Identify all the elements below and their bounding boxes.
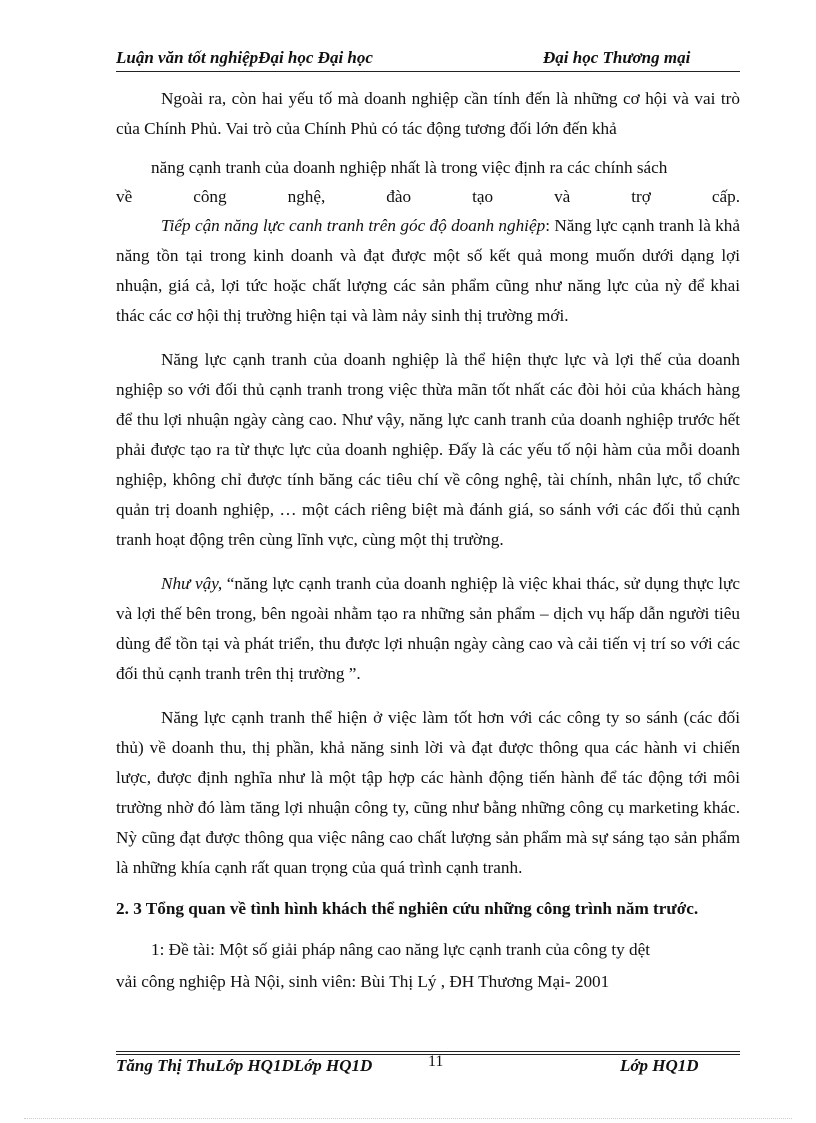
footer-author-class: Tăng Thị ThuLớp HQ1DLớp HQ1D — [116, 1056, 373, 1075]
footer-class: Lớp HQ1D — [620, 1056, 699, 1075]
paragraph-definition — [116, 569, 740, 689]
definition-italic-lead: Như vậy, — [161, 574, 223, 593]
page-number: 11 — [428, 1053, 444, 1070]
definition-text: “năng lực cạnh tranh của doanh nghiệp là việc khai thác, sử dụng thực lực và lợi thế bên trong, bên ngoài nhằm tạo ra những sản phẩm – dịch vụ hấp dẫn người tiêu dùng để tồn tại và phát triển, thu được lợi nhuận ngày càng cao và cải tiến vị trí so với các đối thủ cạnh tranh trên thị trường ”. — [116, 574, 740, 683]
footer-rule-thin — [116, 1051, 740, 1052]
approach-italic-lead: Tiếp cận năng lực canh tranh trên góc độ doanh nghiệp — [161, 216, 546, 235]
page-header — [116, 48, 740, 70]
header-right-text: Đại học Thương mại — [543, 48, 691, 67]
page-bottom-dotted-border — [24, 1118, 792, 1119]
document-body — [116, 84, 740, 998]
page-footer — [116, 1053, 740, 1078]
paragraph-enterprise-approach — [116, 211, 740, 331]
approach-text: : Năng lực cạnh tranh là khả năng tồn tại trong kinh doanh và đạt được một số kết quả mong muốn dưới dạng lợi nhuận, giá cả, lợi tức hoặc chất lượng các sản phẩm cũng như năng lực của nỳ để khai thác các cơ hội thị trường hiện tại và làm nảy sinh thị trường mới. — [116, 216, 740, 325]
item-1-line-1: 1: Đề tài: Một số giải pháp nâng cao năng lực cạnh tranh của công ty dệt — [151, 940, 651, 959]
paragraph-opportunities: Ngoài ra, còn hai yếu tố mà doanh nghiệp cần tính đến là những cơ hội và vai trò của Chính Phủ. Vai trò của Chính Phủ có tác động tương đối lớn đến khả — [116, 89, 740, 138]
header-rule — [116, 71, 740, 72]
section-heading: 2. 3 Tổng quan về tình hình khách thể nghiên cứu những công trình năm trước. — [116, 899, 699, 918]
paragraph-strategy: Năng lực cạnh tranh thể hiện ở việc làm tốt hơn với các công ty so sánh (các đối thủ) về doanh thu, thị phần, khả năng sinh lời và đạt được thông qua các hành vi chiến lược, được định nghĩa như là một tập hợp các hành động tiến hành để tác động tới môi trường nhờ đó làm tăng lợi nhuận công ty, cũng như bằng những công cụ marketing khác. Nỳ cũng đạt được thông qua việc nâng cao chất lượng sản phẩm mà sự sáng tạo sản phẩm là những khía cạnh rất quan trọng của quá trình cạnh tranh. — [116, 708, 740, 877]
paragraph-competitiveness: Năng lực cạnh tranh của doanh nghiệp là thể hiện thực lực và lợi thế của doanh nghiệp so với đối thủ cạnh tranh trong việc thừa mãn tốt nhất các đòi hỏi của khách hàng để thu lợi nhuận ngày càng cao. Như vậy, năng lực canh tranh của doanh nghiệp trước hết phải được tạo ra từ thực lực của doanh nghiệp. Đấy là các yếu tố nội hàm của mỗi doanh nghiệp, không chỉ được tính băng các tiêu chí về công nghệ, tài chính, nhân lực, tổ chức quản trị doanh nghiệp, … một cách riêng biệt mà đánh giá, so sánh với các đối thủ cạnh tranh hoạt động trên cùng lĩnh vực, cùng một thị trường. — [116, 350, 740, 549]
item-1-line-2: vải công nghiệp Hà Nội, sinh viên: Bùi Thị Lý , ĐH Thương Mại- 2001 — [116, 972, 610, 991]
paragraph-capability-last: về công nghệ, đào tạo và trợ cấp. — [116, 187, 740, 206]
paragraph-capability-line: năng cạnh tranh của doanh nghiệp nhất là trong việc định ra các chính sách — [151, 158, 668, 177]
header-left-text: Luận văn tốt nghiệpĐại học Đại học — [116, 48, 373, 67]
